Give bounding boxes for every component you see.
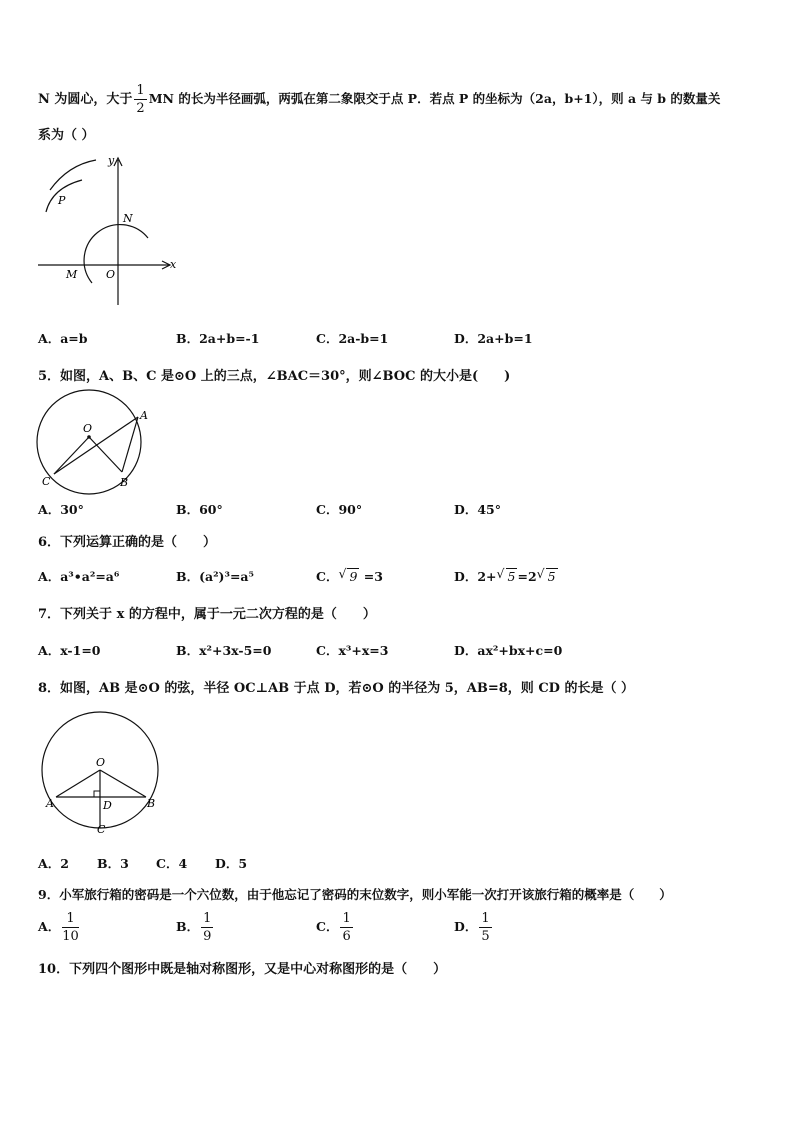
sqrt-5-a-radicand: 5	[507, 569, 516, 584]
label-p: P	[58, 194, 66, 207]
q4-stem-line2: 系为（ ）	[38, 128, 95, 143]
q9-b-fraction	[201, 912, 213, 943]
q9-b-den: 9	[203, 929, 212, 944]
q9-option-d[interactable]	[454, 912, 494, 943]
q4-fraction	[134, 84, 146, 115]
q4-option-d[interactable]: D．2a+b=1	[454, 331, 533, 346]
segment-ob	[89, 437, 122, 472]
sqrt-5-b-radicand: 5	[547, 569, 556, 584]
q8-option-c[interactable]: C．4	[156, 856, 188, 871]
q9-c-label: C．	[316, 919, 339, 934]
q5-option-c[interactable]: C．90°	[316, 502, 363, 517]
label-c: C	[42, 475, 51, 488]
q5-stem: 5．如图，A、B、C 是⊙O 上的三点，∠BAC＝30°，则∠BOC 的大小是( )	[38, 369, 511, 384]
q6-option-d[interactable]	[454, 567, 558, 585]
segment-oc	[54, 437, 89, 474]
q7-stem: 7．下列关于 x 的方程中，属于一元二次方程的是（ ）	[38, 607, 376, 622]
segment-ob	[100, 770, 146, 797]
label-y: y	[108, 154, 115, 167]
q7-option-a[interactable]: A．x-1=0	[38, 643, 101, 658]
q9-b-num: 1	[203, 911, 212, 926]
segment-oa	[56, 770, 100, 797]
sqrt-9-radicand: 9	[349, 569, 358, 584]
q4-frac-den: 2	[136, 101, 145, 116]
label-m: M	[66, 268, 78, 281]
q9-d-num: 1	[481, 911, 490, 926]
q5-option-b[interactable]: B．60°	[176, 502, 223, 517]
q5-option-a[interactable]: A．30°	[38, 502, 84, 517]
q5-option-d[interactable]: D．45°	[454, 502, 501, 517]
label-b: B	[120, 476, 129, 489]
q9-option-c[interactable]	[316, 912, 355, 943]
q9-a-fraction	[62, 912, 79, 943]
q10-stem: 10．下列四个图形中既是轴对称图形，又是中心对称图形的是（ ）	[38, 962, 447, 977]
label-x: x	[170, 258, 177, 271]
q4-stem-line1	[38, 84, 720, 115]
q8-figure	[36, 702, 166, 842]
q4-figure	[30, 150, 190, 310]
q8-option-b[interactable]: B．3	[97, 856, 129, 871]
q8-option-a[interactable]: A．2	[38, 856, 69, 871]
q8-stem: 8．如图，AB 是⊙O 的弦，半径 OC⊥AB 于点 D，若⊙O 的半径为 5，AB=8，则 CD 的长是（ ）	[38, 681, 634, 696]
q6-c-label: C．	[316, 569, 339, 584]
q9-a-label: A．	[38, 919, 61, 934]
q9-b-label: B．	[176, 919, 200, 934]
segment-ac	[54, 417, 138, 474]
label-b: B	[147, 797, 156, 810]
arc-from-m	[50, 160, 96, 190]
q7-option-d[interactable]: D．ax²+bx+c=0	[454, 643, 563, 658]
q6-stem: 6．下列运算正确的是（ ）	[38, 535, 217, 550]
sqrt-5-b	[537, 568, 558, 584]
q6-option-a[interactable]: A．a³•a²=a⁶	[38, 569, 120, 584]
q9-c-num: 1	[342, 911, 351, 926]
center-point-o	[87, 435, 91, 439]
q6-c-tail: =3	[359, 569, 383, 584]
q4-text-a: N 为圆心，大于	[38, 92, 133, 107]
q4-frac-num: 1	[136, 83, 145, 98]
label-n: N	[123, 212, 133, 225]
label-d: D	[103, 799, 112, 812]
label-o: O	[106, 268, 116, 281]
q9-c-den: 6	[342, 929, 351, 944]
label-o: O	[96, 756, 106, 769]
q9-a-den: 10	[62, 929, 79, 944]
q6-option-c[interactable]	[316, 567, 383, 585]
q6-d-label: D．2+	[454, 569, 497, 584]
q5-figure	[34, 387, 164, 497]
q9-stem: 9．小军旅行箱的密码是一个六位数，由于他忘记了密码的末位数字，则小军能一次打开该旅行箱的概率是（ ）	[38, 887, 672, 902]
q6-option-b[interactable]: B．(a²)³=a⁵	[176, 569, 254, 584]
q4-text-b: MN 的长为半径画弧，两弧在第二象限交于点 P．若点 P 的坐标为（2a，b+1），则 a 与 b 的数量关	[148, 91, 721, 106]
q7-option-c[interactable]: C．x³+x=3	[316, 643, 389, 658]
q4-option-c[interactable]: C．2a-b=1	[316, 331, 389, 346]
label-a: A	[46, 797, 54, 810]
q9-d-label: D．	[454, 919, 478, 934]
q7-option-b[interactable]: B．x²+3x-5=0	[176, 643, 272, 658]
sqrt-9	[338, 568, 359, 584]
arc-center-o	[84, 225, 148, 283]
sqrt-5-a	[497, 568, 518, 584]
q9-option-a[interactable]	[38, 912, 81, 943]
q9-option-b[interactable]	[176, 912, 215, 943]
q9-d-fraction	[479, 912, 491, 943]
q9-d-den: 5	[481, 929, 490, 944]
q6-d-mid: =2	[517, 569, 537, 584]
right-angle-mark	[94, 791, 100, 797]
q9-a-num: 1	[62, 912, 79, 928]
q8-option-d[interactable]: D．5	[215, 856, 248, 871]
q4-option-a[interactable]: A．a=b	[38, 331, 88, 346]
label-a: A	[140, 409, 148, 422]
label-c: C	[97, 823, 106, 836]
q9-c-fraction	[340, 912, 352, 943]
q4-option-b[interactable]: B．2a+b=-1	[176, 331, 260, 346]
label-o: O	[83, 422, 93, 435]
